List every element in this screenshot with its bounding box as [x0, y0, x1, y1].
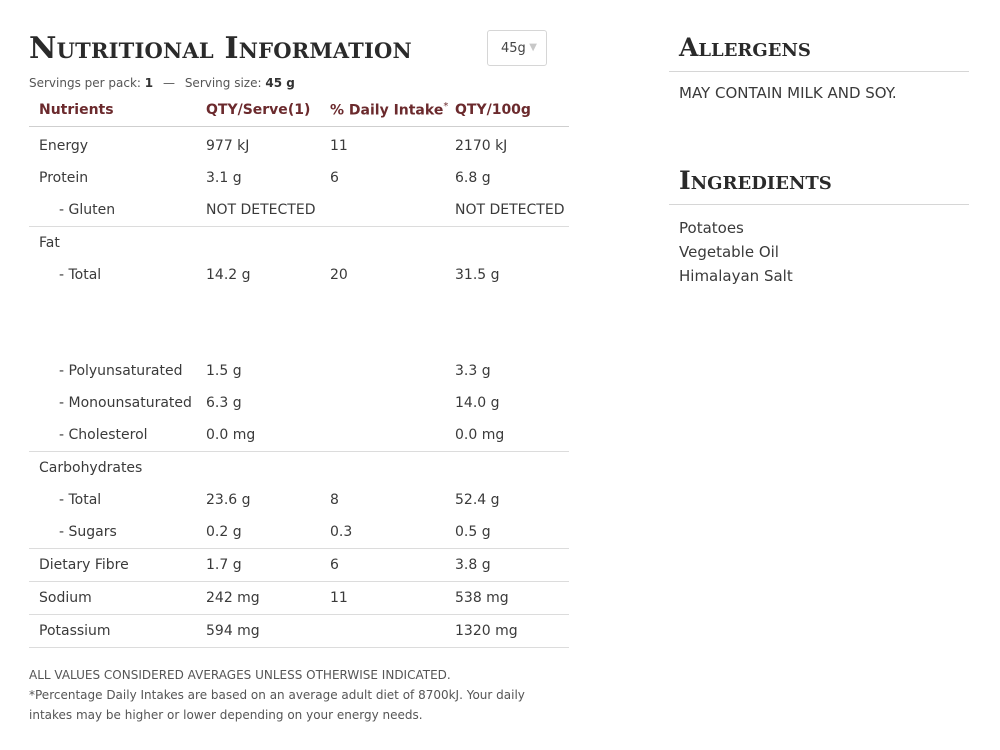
nutrient-name: - Total	[59, 267, 102, 283]
daily-intake-percent	[320, 355, 445, 387]
qty-per-serve: 1.7 g	[196, 549, 320, 582]
nutrient-name: Carbohydrates	[39, 460, 143, 476]
list-item: Potatoes	[679, 219, 744, 237]
table-row-cholesterol	[29, 419, 569, 452]
ingredients-heading: Ingredients	[669, 165, 969, 205]
table-row-potassium	[29, 615, 569, 648]
nutrient-name: - Monounsaturated	[59, 395, 192, 411]
nutrient-name: - Polyunsaturated	[59, 363, 183, 379]
daily-intake-percent: 11	[330, 138, 348, 154]
daily-intake-percent: 0.3	[320, 516, 445, 549]
serving-size-label: Serving size:	[184, 76, 262, 90]
nutrient-name: Sodium	[29, 582, 196, 615]
qty-per-100g: 1320 mg	[445, 615, 569, 648]
column-header-daily-intake	[320, 94, 449, 127]
table-row-monounsaturated	[29, 387, 569, 419]
table-row-sodium	[29, 582, 569, 615]
qty-per-100g: 52.4 g	[455, 492, 500, 508]
daily-intake-percent: 20	[330, 267, 348, 283]
qty-per-100g: 3.3 g	[455, 363, 491, 379]
nutrient-name: - Gluten	[29, 194, 196, 227]
table-row-polyunsaturated	[29, 355, 569, 387]
table-row-fat-total	[29, 259, 569, 291]
column-header-nutrients: Nutrients	[29, 94, 196, 127]
daily-intake-percent: 6	[330, 170, 339, 186]
footnote-daily-intake: *Percentage Daily Intakes are based on an average adult diet of 8700kJ. Your daily intakes may be higher or lower depending on your energy needs.	[29, 688, 525, 722]
column-header-qty-serve	[196, 94, 320, 127]
nutrition-title: Nutritional Information	[29, 31, 412, 66]
serving-size-select[interactable]	[487, 30, 547, 66]
daily-intake-percent: 8	[330, 492, 339, 508]
qty-per-serve: 1.5 g	[206, 363, 242, 379]
table-header-row	[29, 94, 569, 127]
nutrient-name: Fat	[39, 235, 60, 251]
qty-per-serve: 977 kJ	[206, 138, 250, 154]
qty-per-100g: 3.8 g	[445, 549, 569, 582]
footnote-averages: ALL VALUES CONSIDERED AVERAGES UNLESS OTHERWISE INDICATED.	[29, 668, 451, 682]
table-row-protein	[29, 162, 569, 194]
nutrient-name: - Total	[59, 492, 102, 508]
nutrition-footnotes	[29, 665, 569, 725]
daily-intake-percent	[320, 615, 445, 648]
daily-intake-asterisk: *	[443, 101, 449, 113]
serving-size-value: 45 g	[265, 76, 295, 90]
qty-per-serve: 242 mg	[196, 582, 320, 615]
column-header-qty-100g: QTY/100g	[445, 94, 569, 127]
allergens-heading: Allergens	[669, 32, 969, 72]
serving-size-select-value: 45g	[501, 40, 526, 56]
daily-intake-percent	[320, 419, 445, 452]
qty-per-100g: NOT DETECTED	[445, 194, 569, 227]
qty-per-100g: 538 mg	[445, 582, 569, 615]
daily-intake-percent	[320, 387, 445, 419]
table-row-fat	[29, 227, 569, 260]
table-row-energy	[29, 127, 569, 163]
qty-per-serve: 23.6 g	[206, 492, 251, 508]
table-row-dietary-fibre	[29, 549, 569, 582]
qty-per-100g: 0.0 mg	[445, 419, 569, 452]
qty-serve-note: (1)	[287, 102, 311, 118]
list-item: Vegetable Oil	[679, 243, 779, 261]
daily-intake-percent: 6	[320, 549, 445, 582]
table-row-carbohydrates	[29, 452, 569, 485]
qty-per-100g: 14.0 g	[455, 395, 500, 411]
qty-serve-label: QTY/Serve	[206, 102, 288, 118]
allergens-text: MAY CONTAIN MILK AND SOY.	[679, 84, 897, 102]
daily-intake-percent: 11	[320, 582, 445, 615]
chevron-down-icon: ▼	[529, 42, 537, 53]
table-spacer-row	[29, 291, 569, 355]
qty-per-serve: 6.3 g	[206, 395, 242, 411]
qty-per-100g: 0.5 g	[445, 516, 569, 549]
nutrient-name: - Cholesterol	[29, 419, 196, 452]
nutrient-name: Dietary Fibre	[29, 549, 196, 582]
qty-per-serve: NOT DETECTED	[196, 194, 320, 227]
ingredients-list	[679, 216, 793, 288]
nutrition-table	[29, 94, 569, 648]
table-row-sugars	[29, 516, 569, 549]
qty-per-serve: 0.0 mg	[196, 419, 320, 452]
qty-per-serve: 0.2 g	[196, 516, 320, 549]
table-row-gluten	[29, 194, 569, 227]
qty-per-100g: 6.8 g	[455, 170, 491, 186]
qty-per-100g: 2170 kJ	[455, 138, 508, 154]
nutrient-name: - Sugars	[29, 516, 196, 549]
servings-per-pack-value: 1	[144, 76, 154, 90]
qty-per-100g: 31.5 g	[455, 267, 500, 283]
list-item: Himalayan Salt	[679, 267, 793, 285]
nutrient-name: Protein	[39, 170, 89, 186]
daily-intake-label: % Daily Intake	[330, 102, 444, 119]
qty-per-serve: 14.2 g	[206, 267, 251, 283]
servings-info	[29, 76, 295, 90]
nutrient-name: Potassium	[29, 615, 196, 648]
table-row-carbs-total	[29, 484, 569, 516]
daily-intake-percent	[320, 194, 445, 227]
qty-per-serve: 594 mg	[196, 615, 320, 648]
qty-per-serve: 3.1 g	[206, 170, 242, 186]
servings-separator: —	[162, 76, 175, 90]
servings-per-pack-label: Servings per pack:	[29, 76, 141, 90]
nutrient-name: Energy	[39, 138, 89, 154]
